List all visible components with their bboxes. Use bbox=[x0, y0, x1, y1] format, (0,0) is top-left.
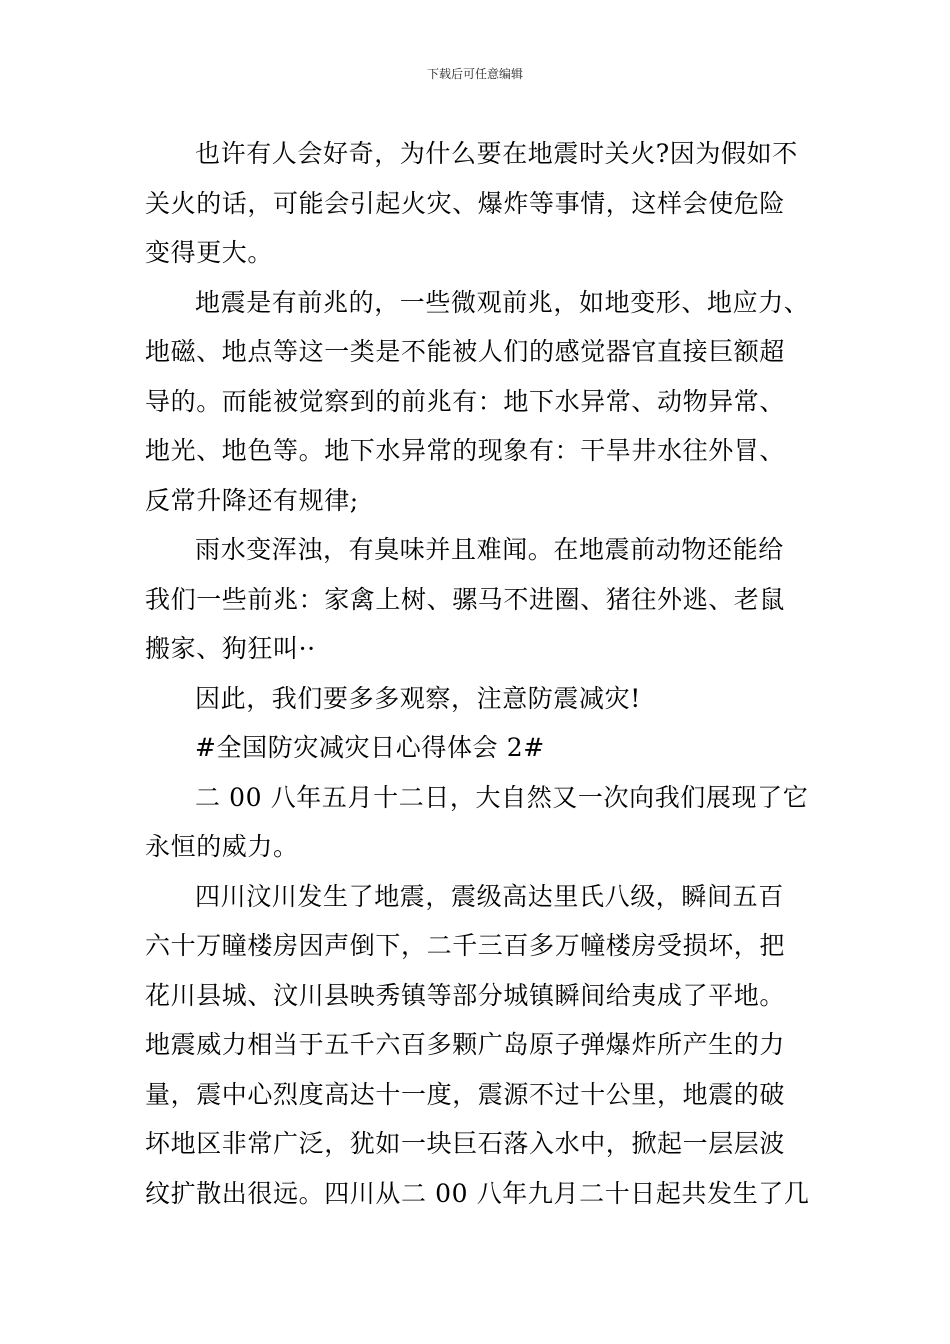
text-line: 地磁、地点等这一类是不能被人们的感觉器官直接巨额超 bbox=[145, 337, 786, 366]
text-line: 四川汶川发生了地震，震级高达里氏八级，瞬间五百 bbox=[195, 881, 784, 911]
text-line: #全国防灾减灾日心得体会 2# bbox=[195, 733, 545, 762]
text-line: 我们一些前兆：家禽上树、骡马不进圈、猪往外逃、老鼠 bbox=[145, 584, 786, 614]
text-line: 量，震中心烈度高达十一度，震源不过十公里，地震的破 bbox=[145, 1079, 786, 1109]
text-line: 地震威力相当于五千六百多颗广岛原子弹爆炸所产生的力 bbox=[145, 1030, 786, 1059]
text-line: 地震是有前兆的，一些微观前兆，如地变形、地应力、 bbox=[195, 287, 810, 317]
text-line: 雨水变浑浊，有臭味并且难闻。在地震前动物还能给 bbox=[195, 535, 784, 564]
text-line: 花川县城、汶川县映秀镇等部分城镇瞬间给夷成了平地。 bbox=[145, 980, 786, 1010]
text-line: 六十万瞳楼房因声倒下，二千三百多万幢楼房受损坏，把 bbox=[145, 931, 786, 960]
text-line: 搬家、狗狂叫·· bbox=[145, 634, 316, 663]
page-header: 下载后可任意编辑 bbox=[426, 67, 523, 81]
document-body bbox=[145, 129, 825, 1218]
text-line: 反常升降还有规律; bbox=[145, 485, 359, 515]
text-line: 变得更大。 bbox=[145, 238, 274, 267]
text-line: 二 00 八年五月十二日，大自然又一次向我们展现了它 bbox=[195, 782, 809, 812]
text-line: 因此，我们要多多观察，注意防震减灾! bbox=[195, 683, 641, 713]
text-line: 导的。而能被觉察到的前兆有：地下水异常、动物异常、 bbox=[145, 386, 786, 416]
text-line: 也许有人会好奇，为什么要在地震时关火?因为假如不 bbox=[195, 139, 798, 168]
text-line: 永恒的威力。 bbox=[145, 832, 299, 861]
text-line: 坏地区非常广泛，犹如一块巨石落入水中，掀起一层层波 bbox=[145, 1129, 786, 1158]
text-line: 纹扩散出很远。四川从二 00 八年九月二十日起共发生了几 bbox=[145, 1178, 810, 1208]
text-line: 关火的话，可能会引起火灾、爆炸等事情，这样会使危险 bbox=[145, 188, 786, 218]
text-line: 地光、地色等。地下水异常的现象有：干旱井水往外冒、 bbox=[145, 436, 786, 465]
